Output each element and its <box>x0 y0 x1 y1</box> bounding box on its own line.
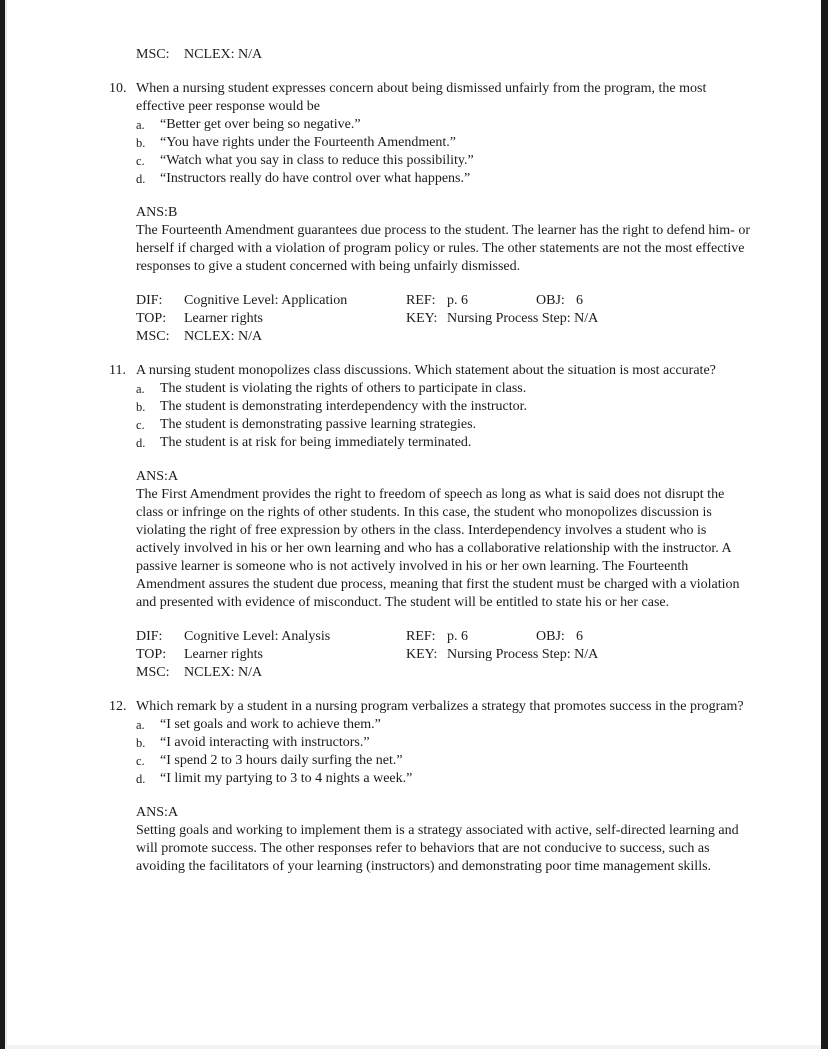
option-letter: d. <box>136 436 146 450</box>
answer-line <box>136 804 751 822</box>
answer-option-c <box>136 752 751 770</box>
msc-label: MSC: <box>136 665 170 680</box>
orphan-meta-line <box>136 46 821 64</box>
option-text: “I set goals and work to achieve them.” <box>160 717 381 732</box>
ref-value: p. 6 <box>447 293 468 308</box>
option-letter: b. <box>136 136 146 150</box>
answer-option-b <box>136 398 751 416</box>
answer-option-b <box>136 134 751 152</box>
obj-label: OBJ: <box>536 629 565 644</box>
option-text: The student is demonstrating interdependency with the instructor. <box>160 399 528 414</box>
option-letter: d. <box>136 172 146 186</box>
answer-option-a <box>136 716 751 734</box>
option-text: “I spend 2 to 3 hours daily surfing the net.” <box>160 753 403 768</box>
ref-label: REF: <box>406 293 436 308</box>
obj-label: OBJ: <box>536 293 565 308</box>
question-stem: When a nursing student expresses concern about being dismissed unfairly from the program, the most effective peer response would be <box>136 81 707 114</box>
dif-value: Cognitive Level: Application <box>184 293 348 308</box>
answer-option-c <box>136 416 751 434</box>
option-letter: a. <box>136 118 145 132</box>
question-body <box>136 80 751 188</box>
answer-option-d <box>136 770 751 788</box>
answer-block <box>136 468 751 612</box>
answer-option-d <box>136 170 751 188</box>
option-text: “I avoid interacting with instructors.” <box>160 735 370 750</box>
obj-value: 6 <box>576 293 583 308</box>
top-label: TOP: <box>136 647 167 662</box>
rationale-text: The Fourteenth Amendment guarantees due process to the student. The learner has the right to defend him- or herself if charged with a violation of program policy or rules. The other statements are not the most effective responses to give a student concerned with being unfairly dismissed. <box>136 223 751 274</box>
question-number: 10. <box>109 81 127 96</box>
ans-label: ANS: <box>136 205 168 220</box>
question-body <box>136 362 751 452</box>
question-body <box>136 698 751 788</box>
option-text: “Watch what you say in class to reduce this possibility.” <box>160 153 474 168</box>
dif-value: Cognitive Level: Analysis <box>184 629 331 644</box>
question-12 <box>109 698 758 876</box>
option-text: “You have rights under the Fourteenth Amendment.” <box>160 135 457 150</box>
key-label: KEY: <box>406 311 438 326</box>
key-value: Nursing Process Step: N/A <box>447 311 599 326</box>
msc-label: MSC: <box>136 329 170 344</box>
option-letter: c. <box>136 154 145 168</box>
rationale-text: The First Amendment provides the right to freedom of speech as long as what is said does not disrupt the class or infringe on the rights of other students. In this case, the student who monopolizes discussion is violating the right of free expression by others in the class. Interdependency involves a student who is actively involved in his or her own learning and who has a collaborative relationship with the instructor. A passive learner is someone who is not actively involved in his or her own learning. The Fourteenth Amendment assures the student due process, meaning that first the student must be charged with a violation and presented with evidence of misconduct. The student will be entitled to state his or her case. <box>136 487 740 610</box>
option-text: “Better get over being so negative.” <box>160 117 361 132</box>
ans-label: ANS: <box>136 805 168 820</box>
ans-value: A <box>168 805 179 820</box>
page-content <box>5 0 821 876</box>
dif-label: DIF: <box>136 629 163 644</box>
ref-label: REF: <box>406 629 436 644</box>
msc-value: NCLEX: N/A <box>184 665 263 680</box>
answer-option-c <box>136 152 751 170</box>
ans-value: A <box>168 469 179 484</box>
question-meta <box>136 628 751 682</box>
answer-block <box>136 804 751 876</box>
question-number: 12. <box>109 699 127 714</box>
top-value: Learner rights <box>184 647 263 662</box>
answer-option-d <box>136 434 751 452</box>
answer-option-a <box>136 380 751 398</box>
option-letter: c. <box>136 418 145 432</box>
option-text: The student is at risk for being immediately terminated. <box>160 435 472 450</box>
key-value: Nursing Process Step: N/A <box>447 647 599 662</box>
answer-block <box>136 204 751 276</box>
ref-value: p. 6 <box>447 629 468 644</box>
ans-label: ANS: <box>136 469 168 484</box>
question-stem: Which remark by a student in a nursing program verbalizes a strategy that promotes success in the program? <box>136 699 744 714</box>
answer-line <box>136 204 751 222</box>
answer-option-a <box>136 116 751 134</box>
msc-value: NCLEX: N/A <box>184 329 263 344</box>
question-10 <box>109 80 758 346</box>
top-label: TOP: <box>136 311 167 326</box>
key-label: KEY: <box>406 647 438 662</box>
answer-option-b <box>136 734 751 752</box>
dif-label: DIF: <box>136 293 163 308</box>
option-letter: b. <box>136 736 146 750</box>
question-number: 11. <box>109 363 126 378</box>
option-letter: a. <box>136 718 145 732</box>
option-text: “Instructors really do have control over what happens.” <box>160 171 471 186</box>
question-stem: A nursing student monopolizes class discussions. Which statement about the situation is most accurate? <box>136 363 716 378</box>
option-letter: a. <box>136 382 145 396</box>
top-value: Learner rights <box>184 311 263 326</box>
msc-label: MSC: <box>136 47 170 62</box>
ans-value: B <box>168 205 178 220</box>
page-bottom-gap <box>5 1045 821 1049</box>
option-letter: d. <box>136 772 146 786</box>
obj-value: 6 <box>576 629 583 644</box>
option-text: The student is demonstrating passive learning strategies. <box>160 417 477 432</box>
question-11 <box>109 362 758 682</box>
question-meta <box>136 292 751 346</box>
option-text: The student is violating the rights of others to participate in class. <box>160 381 527 396</box>
answer-line <box>136 468 751 486</box>
option-text: “I limit my partying to 3 to 4 nights a week.” <box>160 771 413 786</box>
option-letter: b. <box>136 400 146 414</box>
rationale-text: Setting goals and working to implement them is a strategy associated with active, self-directed learning and will promote success. The other responses refer to behaviors that are not conducive to success, such as avoiding the facilitators of your learning (instructors) and demonstrating poor time management skills. <box>136 823 739 874</box>
msc-value: NCLEX: N/A <box>184 47 263 62</box>
option-letter: c. <box>136 754 145 768</box>
